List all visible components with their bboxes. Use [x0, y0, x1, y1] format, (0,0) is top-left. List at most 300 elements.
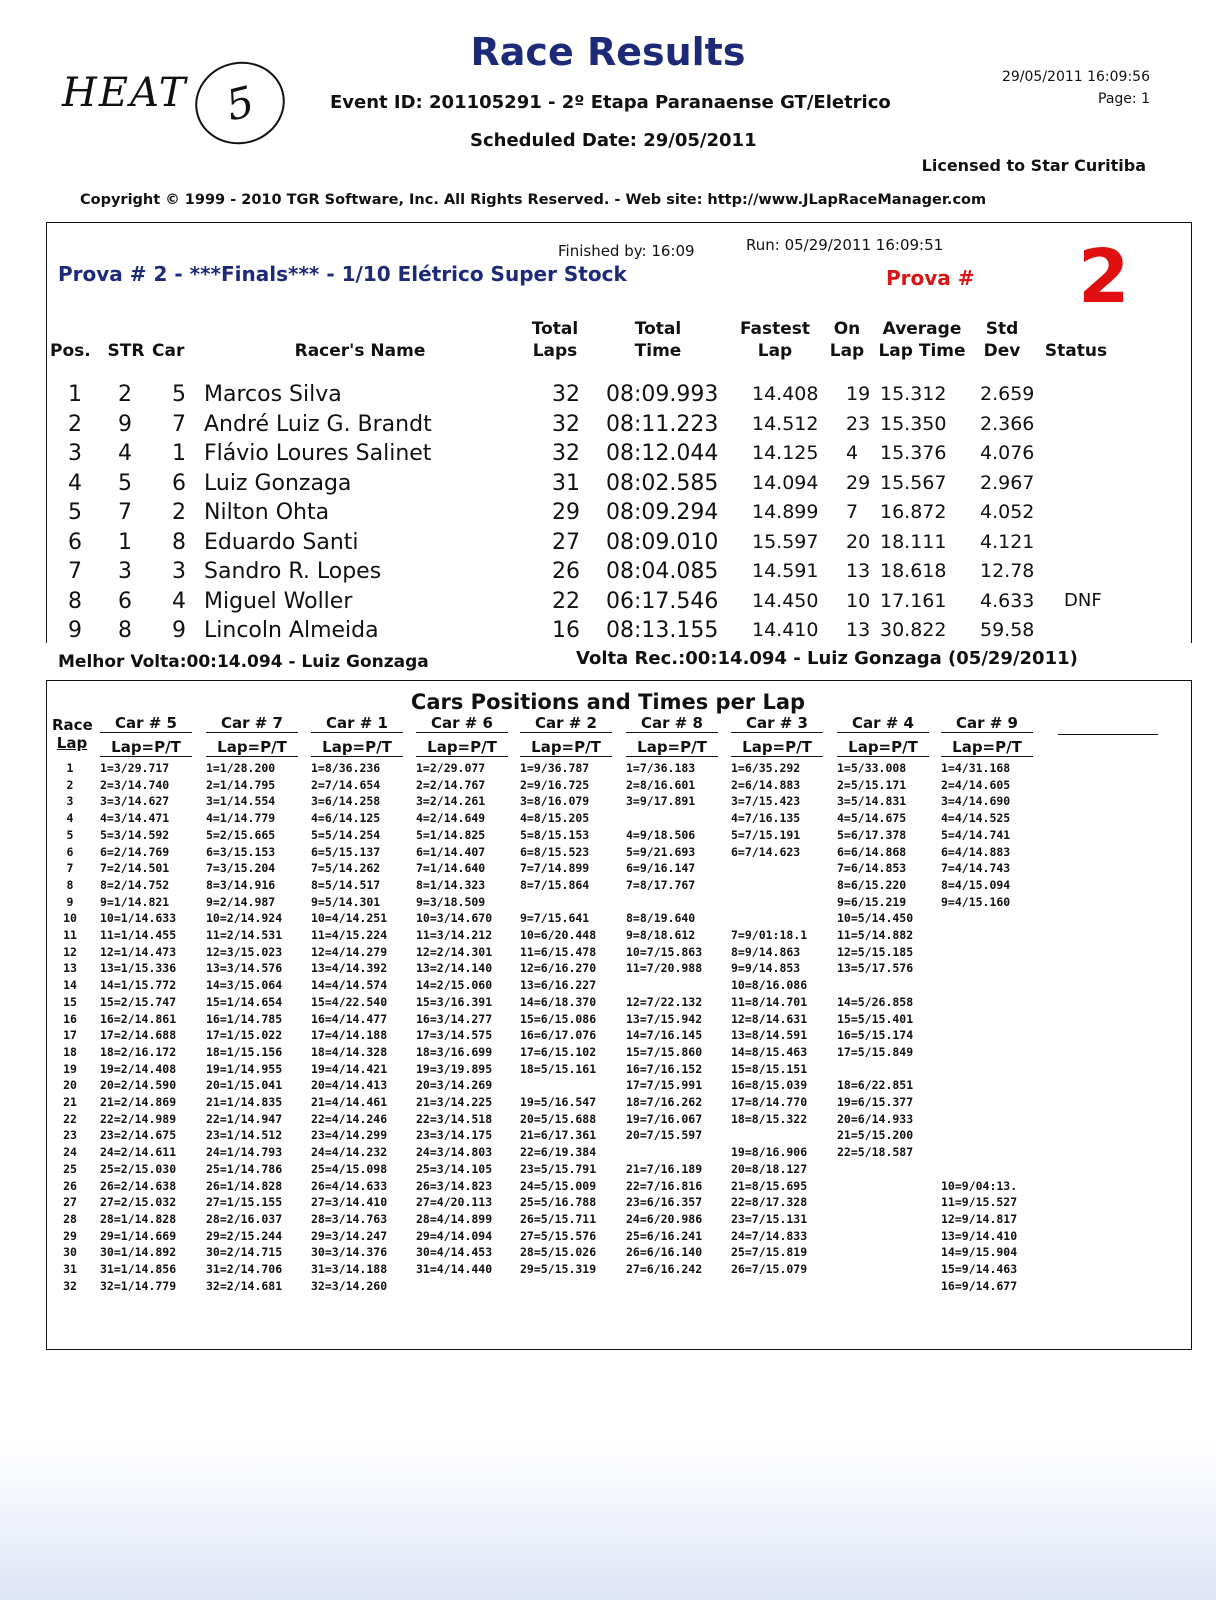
- car-column-subheader: Lap=P/T: [311, 738, 403, 757]
- lap-time-cell: 25=2/15.030: [100, 1161, 177, 1176]
- lap-time-cell: 4=4/14.525: [941, 811, 1011, 826]
- lap-time-cell: 22=6/19.384: [520, 1145, 597, 1160]
- race-lap-number: 1: [66, 761, 74, 775]
- lap-time-cell: 29=4/14.094: [416, 1228, 493, 1243]
- lap-time-cell: 31=3/14.188: [311, 1262, 388, 1276]
- lap-time-cell: 10=2/14.924: [206, 911, 283, 926]
- lap-time-cell: 2=8/16.601: [626, 777, 696, 792]
- lap-time-cell: 4=3/14.471: [100, 811, 170, 826]
- lap-time-cell: 4=6/14.125: [311, 811, 381, 826]
- lap-time-cell: 7=9/01:18.1: [731, 928, 808, 942]
- lap-time-cell: 26=6/16.140: [626, 1245, 703, 1260]
- car-column-subheader: Lap=P/T: [206, 738, 298, 757]
- lap-time-cell: 29=2/15.244: [206, 1228, 283, 1243]
- car-column-header: Car # 9: [941, 714, 1033, 733]
- result-laps: 22: [552, 588, 580, 614]
- result-name: André Luiz G. Brandt: [204, 411, 432, 437]
- lap-time-cell: 6=9/16.147: [626, 861, 696, 876]
- lap-time-cell: 19=1/14.955: [206, 1061, 283, 1076]
- race-lap-number: 19: [63, 1061, 77, 1076]
- result-avg: 30.822: [880, 619, 947, 641]
- results-header-fastest-lap: Fastest Lap: [739, 319, 811, 361]
- lap-time-cell: 7=6/14.853: [837, 861, 907, 876]
- race-lap-number: 3: [66, 794, 74, 809]
- race-lap-number: 22: [63, 1111, 77, 1126]
- lap-time-cell: 1=2/29.077: [416, 761, 486, 775]
- car-column-subheader: Lap=P/T: [626, 738, 718, 757]
- lap-time-cell: 10=1/14.633: [100, 911, 177, 926]
- result-time: 08:04.085: [606, 559, 719, 584]
- race-lap-number: 10: [63, 911, 77, 926]
- lap-time-cell: 7=5/14.262: [311, 861, 381, 876]
- lap-time-cell: 3=5/14.831: [837, 794, 907, 809]
- lap-time-cell: 19=4/14.421: [311, 1061, 388, 1076]
- race-lap-number: 9: [66, 894, 74, 909]
- car-column-subheader: Lap=P/T: [837, 738, 929, 757]
- car-column-header: Car # 6: [416, 714, 508, 733]
- result-name: Flávio Loures Salinet: [204, 441, 432, 466]
- lap-time-cell: 21=3/14.225: [416, 1095, 493, 1109]
- lap-time-cell: 16=1/14.785: [206, 1011, 283, 1026]
- lap-time-cell: 16=8/15.039: [731, 1078, 808, 1093]
- lap-time-cell: 3=3/14.627: [100, 794, 170, 809]
- result-pos: 1: [68, 382, 82, 407]
- lap-time-cell: 20=8/18.127: [731, 1161, 808, 1176]
- race-lap-number: 14: [63, 978, 77, 993]
- lap-time-cell: 2=5/15.171: [837, 777, 907, 792]
- results-header-total-laps: Total Laps: [531, 319, 579, 361]
- print-datetime: 29/05/2011 16:09:56: [1001, 69, 1150, 85]
- result-str: 4: [118, 441, 132, 466]
- lap-time-cell: 7=1/14.640: [416, 861, 486, 876]
- copyright-text: Copyright © 1999 - 2010 TGR Software, Inc. All Rights Reserved. - Web site: http://www.JLapRaceManager.com: [80, 192, 987, 208]
- lap-time-cell: 12=8/14.631: [731, 1011, 808, 1026]
- car-column-subheader: Lap=P/T: [416, 738, 508, 757]
- result-laps: 32: [552, 382, 580, 407]
- result-name: Lincoln Almeida: [204, 618, 379, 643]
- car-column-header: Car # 7: [206, 714, 298, 733]
- lap-time-cell: 14=3/15.064: [206, 978, 283, 993]
- lap-time-cell: 17=4/14.188: [311, 1028, 388, 1043]
- lap-time-cell: 21=2/14.869: [100, 1095, 177, 1109]
- result-avg: 16.872: [880, 501, 947, 523]
- car-column-header: Car # 3: [731, 714, 823, 733]
- lap-time-cell: 5=5/14.254: [311, 827, 381, 842]
- lap-time-cell: 18=7/16.262: [626, 1095, 703, 1109]
- lap-time-cell: 3=9/17.891: [626, 794, 696, 809]
- result-avg: 15.376: [880, 442, 947, 464]
- race-lap-header: [52, 716, 92, 752]
- lap-time-cell: 12=1/14.473: [100, 944, 177, 959]
- lap-time-cell: 8=2/14.752: [100, 877, 170, 892]
- lap-time-cell: 17=8/14.770: [731, 1095, 808, 1109]
- result-std: 2.967: [980, 471, 1035, 494]
- lap-time-cell: 22=8/17.328: [731, 1195, 808, 1210]
- result-std: 2.659: [980, 383, 1035, 405]
- result-status: DNF: [1064, 589, 1102, 611]
- result-laps: 16: [552, 618, 580, 643]
- result-name: Marcos Silva: [204, 382, 342, 407]
- lap-time-cell: 1=6/35.292: [731, 761, 801, 775]
- race-lap-number: 18: [63, 1044, 77, 1059]
- lap-time-cell: 6=2/14.769: [100, 844, 170, 859]
- car-column-header: Car # 8: [626, 714, 718, 733]
- lap-time-cell: 18=6/22.851: [837, 1078, 914, 1093]
- lap-time-cell: 13=1/15.336: [100, 961, 177, 976]
- lap-time-cell: 22=5/18.587: [837, 1145, 914, 1160]
- lap-time-cell: 26=5/15.711: [520, 1211, 597, 1226]
- lap-time-cell: 15=2/15.747: [100, 994, 177, 1009]
- lap-time-cell: 4=9/18.506: [626, 827, 696, 842]
- lap-time-cell: 9=8/18.612: [626, 928, 696, 942]
- lap-time-cell: 17=6/15.102: [520, 1044, 597, 1059]
- result-laps: 32: [552, 441, 580, 466]
- lap-time-cell: 3=6/14.258: [311, 794, 381, 809]
- result-time: 08:11.223: [606, 411, 719, 437]
- lap-time-cell: 16=7/16.152: [626, 1061, 703, 1076]
- lap-time-cell: 9=7/15.641: [520, 911, 590, 926]
- lap-time-cell: 20=6/14.933: [837, 1111, 914, 1126]
- lap-time-cell: 12=3/15.023: [206, 944, 283, 959]
- lap-time-cell: 23=2/14.675: [100, 1128, 177, 1143]
- race-lap-number: 26: [63, 1178, 77, 1193]
- lap-time-cell: 31=4/14.440: [416, 1262, 493, 1276]
- lap-time-cell: 16=4/14.477: [311, 1011, 388, 1026]
- lap-time-cell: 7=4/14.743: [941, 861, 1011, 876]
- result-car: 6: [172, 470, 186, 496]
- lap-time-cell: 13=9/14.410: [941, 1228, 1018, 1243]
- lap-time-cell: 15=8/15.151: [731, 1061, 808, 1076]
- lap-time-cell: 25=6/16.241: [626, 1228, 703, 1243]
- result-std: 12.78: [980, 560, 1035, 582]
- result-str: 6: [118, 588, 132, 614]
- lap-time-cell: 30=4/14.453: [416, 1245, 493, 1260]
- lap-time-cell: 13=5/17.576: [837, 961, 914, 976]
- finished-by: Finished by: 16:09: [558, 242, 695, 260]
- lap-time-cell: 5=8/15.153: [520, 827, 590, 842]
- lap-time-cell: 12=6/16.270: [520, 961, 597, 976]
- lap-time-cell: 24=5/15.009: [520, 1178, 597, 1193]
- lap-time-cell: 15=3/16.391: [416, 994, 493, 1009]
- race-lap-number: 32: [63, 1278, 77, 1293]
- lap-time-cell: 10=7/15.863: [626, 944, 703, 959]
- lap-time-cell: 18=2/16.172: [100, 1044, 177, 1059]
- race-lap-number: 24: [63, 1145, 77, 1160]
- result-name: Miguel Woller: [204, 588, 353, 614]
- race-lap-number: 6: [66, 844, 74, 859]
- lap-time-cell: 4=7/16.135: [731, 811, 801, 826]
- lap-time-cell: 7=2/14.501: [100, 861, 170, 876]
- lap-time-cell: 10=4/14.251: [311, 911, 388, 926]
- heat-number: 5: [221, 75, 259, 131]
- lap-time-cell: 21=6/17.361: [520, 1128, 597, 1143]
- lap-time-cell: 29=1/14.669: [100, 1228, 177, 1243]
- lap-time-cell: 26=1/14.828: [206, 1178, 283, 1193]
- lap-time-cell: 32=3/14.260: [311, 1278, 388, 1293]
- lap-time-cell: 1=1/28.200: [206, 761, 276, 775]
- result-pos: 6: [68, 529, 82, 555]
- lap-time-cell: 15=4/22.540: [311, 994, 388, 1009]
- result-pos: 4: [68, 470, 82, 496]
- result-car: 8: [172, 529, 186, 555]
- race-lap-number: 17: [63, 1028, 77, 1043]
- results-header-car: Car: [152, 341, 185, 361]
- lap-time-cell: 16=6/17.076: [520, 1028, 597, 1043]
- lap-time-cell: 2=3/14.740: [100, 777, 170, 792]
- lap-time-cell: 10=5/14.450: [837, 911, 914, 926]
- lap-time-cell: 24=3/14.803: [416, 1145, 493, 1160]
- header-divider: [1058, 734, 1158, 735]
- lap-time-cell: 32=2/14.681: [206, 1278, 283, 1293]
- lap-time-cell: 2=2/14.767: [416, 777, 486, 792]
- lap-time-cell: 12=9/14.817: [941, 1211, 1018, 1226]
- result-laps: 27: [552, 529, 580, 555]
- lap-time-cell: 23=4/14.299: [311, 1128, 388, 1143]
- lap-time-cell: 26=3/14.823: [416, 1178, 493, 1193]
- result-laps: 31: [552, 470, 580, 496]
- lap-time-cell: 23=5/15.791: [520, 1161, 597, 1176]
- lap-time-cell: 19=5/16.547: [520, 1095, 597, 1109]
- results-header-str: STR: [107, 341, 145, 361]
- lap-time-cell: 6=5/15.137: [311, 844, 381, 859]
- lap-time-cell: 22=2/14.989: [100, 1111, 177, 1126]
- lap-time-cell: 4=2/14.649: [416, 811, 486, 826]
- lap-time-cell: 15=7/15.860: [626, 1044, 703, 1059]
- results-header-std-dev: Std Dev: [983, 319, 1021, 361]
- lap-time-cell: 29=3/14.247: [311, 1228, 388, 1243]
- lap-time-cell: 11=7/20.988: [626, 961, 703, 976]
- lap-time-cell: 14=6/18.370: [520, 994, 597, 1009]
- results-header-average-lap-time: Average Lap Time: [878, 319, 966, 361]
- result-avg: 15.350: [880, 412, 947, 435]
- lap-time-cell: 3=4/14.690: [941, 794, 1011, 809]
- result-time: 08:02.585: [606, 470, 719, 496]
- result-onlap: 20: [846, 530, 871, 553]
- race-lap-number: 13: [63, 961, 77, 976]
- lap-time-cell: 20=2/14.590: [100, 1078, 177, 1093]
- lap-time-cell: 10=6/20.448: [520, 928, 597, 942]
- race-lap-number: 25: [63, 1161, 77, 1176]
- result-std: 4.121: [980, 530, 1035, 553]
- lap-time-cell: 1=9/36.787: [520, 761, 590, 775]
- lap-time-cell: 30=1/14.892: [100, 1245, 177, 1260]
- event-id: Event ID: 201105291 - 2º Etapa Paranaense GT/Eletrico: [330, 92, 891, 113]
- lap-time-cell: 27=5/15.576: [520, 1228, 597, 1243]
- result-car: 5: [172, 382, 186, 407]
- result-avg: 18.111: [880, 530, 947, 553]
- lap-time-cell: 21=8/15.695: [731, 1178, 808, 1193]
- lap-time-cell: 7=8/17.767: [626, 877, 696, 892]
- lap-time-cell: 20=1/15.041: [206, 1078, 283, 1093]
- result-laps: 29: [552, 500, 580, 525]
- result-pos: 5: [68, 500, 82, 525]
- result-pos: 3: [68, 441, 82, 466]
- lap-time-cell: 3=7/15.423: [731, 794, 801, 809]
- car-column-header: Car # 1: [311, 714, 403, 733]
- lap-time-cell: 3=8/16.079: [520, 794, 590, 809]
- lap-time-cell: 27=6/16.242: [626, 1262, 703, 1276]
- lap-time-cell: 2=4/14.605: [941, 777, 1011, 792]
- race-lap-number: 29: [63, 1228, 77, 1243]
- lap-time-cell: 6=3/15.153: [206, 844, 276, 859]
- result-time: 08:09.294: [606, 500, 719, 525]
- lap-time-cell: 5=7/15.191: [731, 827, 801, 842]
- lap-time-cell: 16=2/14.861: [100, 1011, 177, 1026]
- lap-time-cell: 5=6/17.378: [837, 827, 907, 842]
- lap-time-cell: 19=3/19.895: [416, 1061, 493, 1076]
- lap-time-cell: 13=7/15.942: [626, 1011, 703, 1026]
- result-time: 08:09.993: [606, 382, 719, 407]
- lap-time-cell: 21=4/14.461: [311, 1095, 388, 1109]
- lap-time-cell: 12=2/14.301: [416, 944, 493, 959]
- lap-time-cell: 1=7/36.183: [626, 761, 696, 775]
- lap-time-cell: 27=3/14.410: [311, 1195, 388, 1210]
- lap-time-cell: 1=4/31.168: [941, 761, 1011, 775]
- lap-time-cell: 8=1/14.323: [416, 877, 486, 892]
- result-laps: 26: [552, 559, 580, 584]
- result-time: 06:17.546: [606, 588, 719, 614]
- lap-time-cell: 13=2/14.140: [416, 961, 493, 976]
- race-lap-number: 21: [63, 1095, 77, 1109]
- scan-shading: [0, 1440, 1216, 1600]
- results-header-racer-s-name: Racer's Name: [294, 341, 426, 361]
- result-std: 2.366: [980, 412, 1035, 435]
- lap-time-cell: 24=4/14.232: [311, 1145, 388, 1160]
- lap-time-cell: 1=8/36.236: [311, 761, 381, 775]
- result-name: Eduardo Santi: [204, 529, 359, 555]
- lap-time-cell: 27=2/15.032: [100, 1195, 177, 1210]
- race-lap-number: 31: [63, 1262, 77, 1276]
- lap-time-cell: 2=6/14.883: [731, 777, 801, 792]
- license-text: Licensed to Star Curitiba: [921, 156, 1146, 175]
- result-name: Luiz Gonzaga: [204, 470, 352, 496]
- lap-time-cell: 26=2/14.638: [100, 1178, 177, 1193]
- lap-time-cell: 5=2/15.665: [206, 827, 276, 842]
- lap-time-cell: 24=1/14.793: [206, 1145, 283, 1160]
- lap-time-cell: 3=2/14.261: [416, 794, 486, 809]
- lap-time-cell: 13=6/16.227: [520, 978, 597, 993]
- lap-time-cell: 6=1/14.407: [416, 844, 486, 859]
- lap-time-cell: 2=7/14.654: [311, 777, 381, 792]
- race-lap-number: 28: [63, 1211, 77, 1226]
- lap-time-cell: 14=5/26.858: [837, 994, 914, 1009]
- race-lap-number: 8: [66, 877, 74, 892]
- lap-time-cell: 8=7/15.864: [520, 877, 590, 892]
- run-datetime: Run: 05/29/2011 16:09:51: [746, 236, 944, 254]
- lap-time-cell: 27=4/20.113: [416, 1195, 493, 1210]
- lap-time-cell: 18=8/15.322: [731, 1111, 808, 1126]
- lap-time-cell: 25=4/15.098: [311, 1161, 388, 1176]
- car-column-header: Car # 5: [100, 714, 192, 733]
- lap-time-cell: 8=6/15.220: [837, 877, 907, 892]
- record-lap: Volta Rec.:00:14.094 - Luiz Gonzaga (05/29/2011): [576, 648, 1078, 669]
- lap-time-cell: 28=4/14.899: [416, 1211, 493, 1226]
- results-header-total-time: Total Time: [634, 319, 682, 361]
- lap-time-cell: 11=5/14.882: [837, 928, 914, 942]
- race-lap-number: 4: [66, 811, 74, 826]
- print-info: [1002, 66, 1150, 110]
- lap-time-cell: 28=5/15.026: [520, 1245, 597, 1260]
- lap-time-cell: 9=1/14.821: [100, 894, 170, 909]
- lap-time-cell: 25=1/14.786: [206, 1161, 283, 1176]
- prova-title: Prova # 2 - ***Finals*** - 1/10 Elétrico Super Stock: [58, 262, 627, 286]
- lap-time-cell: 8=8/19.640: [626, 911, 696, 926]
- race-lap-number: 23: [63, 1128, 77, 1143]
- result-laps: 32: [552, 411, 580, 437]
- lap-time-cell: 28=2/16.037: [206, 1211, 283, 1226]
- lap-time-cell: 7=7/14.899: [520, 861, 590, 876]
- result-time: 08:12.044: [606, 441, 719, 466]
- result-fast: 15.597: [752, 530, 819, 553]
- race-lap-number: 20: [63, 1078, 77, 1093]
- lap-time-cell: 19=6/15.377: [837, 1095, 914, 1109]
- result-fast: 14.094: [752, 471, 819, 494]
- result-fast: 14.899: [752, 501, 819, 523]
- lap-time-cell: 21=7/16.189: [626, 1161, 703, 1176]
- race-lap-number: 15: [63, 994, 77, 1009]
- car-column-header: Car # 4: [837, 714, 929, 733]
- result-str: 5: [118, 470, 132, 496]
- car-column-subheader: Lap=P/T: [520, 738, 612, 757]
- result-pos: 7: [68, 559, 82, 584]
- lap-time-cell: 29=5/15.319: [520, 1262, 597, 1276]
- lap-time-cell: 23=6/16.357: [626, 1195, 703, 1210]
- lap-time-cell: 9=5/14.301: [311, 894, 381, 909]
- lap-time-cell: 6=7/14.623: [731, 844, 801, 859]
- result-fast: 14.408: [752, 383, 819, 405]
- lap-time-cell: 10=8/16.086: [731, 978, 808, 993]
- lap-time-cell: 32=1/14.779: [100, 1278, 177, 1293]
- lap-time-cell: 14=4/14.574: [311, 978, 388, 993]
- lap-time-cell: 8=4/15.094: [941, 877, 1011, 892]
- results-header-pos: Pos.: [50, 341, 91, 361]
- race-lap-number: 16: [63, 1011, 77, 1026]
- lap-time-cell: 18=4/14.328: [311, 1044, 388, 1059]
- lap-time-cell: 1=5/33.008: [837, 761, 907, 775]
- lap-time-cell: 17=2/14.688: [100, 1028, 177, 1043]
- lap-time-cell: 31=1/14.856: [100, 1262, 177, 1276]
- scheduled-date: Scheduled Date: 29/05/2011: [470, 130, 757, 151]
- result-str: 1: [118, 529, 132, 555]
- lap-time-cell: 13=8/14.591: [731, 1028, 808, 1043]
- lap-time-cell: 9=2/14.987: [206, 894, 276, 909]
- lap-time-cell: 11=1/14.455: [100, 928, 177, 942]
- lap-time-cell: 11=2/14.531: [206, 928, 283, 942]
- race-lap-number: 12: [63, 944, 77, 959]
- lap-time-cell: 25=7/15.819: [731, 1245, 808, 1260]
- result-str: 7: [118, 500, 132, 525]
- lap-time-cell: 14=7/16.145: [626, 1028, 703, 1043]
- lap-time-cell: 15=1/14.654: [206, 994, 283, 1009]
- lap-time-cell: 14=2/15.060: [416, 978, 493, 993]
- lap-time-cell: 23=7/15.131: [731, 1211, 808, 1226]
- result-str: 3: [118, 559, 132, 584]
- lap-time-cell: 5=3/14.592: [100, 827, 170, 842]
- lap-time-cell: 20=3/14.269: [416, 1078, 493, 1093]
- result-name: Nilton Ohta: [204, 500, 330, 525]
- lap-time-cell: 26=7/15.079: [731, 1262, 808, 1276]
- race-lap-number: 5: [66, 827, 74, 842]
- lap-time-cell: 22=3/14.518: [416, 1111, 493, 1126]
- lap-time-cell: 22=4/14.246: [311, 1111, 388, 1126]
- prova-number: 2: [1078, 234, 1130, 320]
- lap-time-cell: 16=3/14.277: [416, 1011, 493, 1026]
- results-header-status: Status: [1044, 341, 1108, 361]
- lap-time-cell: 8=9/14.863: [731, 944, 801, 959]
- lap-time-cell: 11=4/15.224: [311, 928, 388, 942]
- car-column-subheader: Lap=P/T: [941, 738, 1033, 757]
- lap-time-cell: 23=3/14.175: [416, 1128, 493, 1143]
